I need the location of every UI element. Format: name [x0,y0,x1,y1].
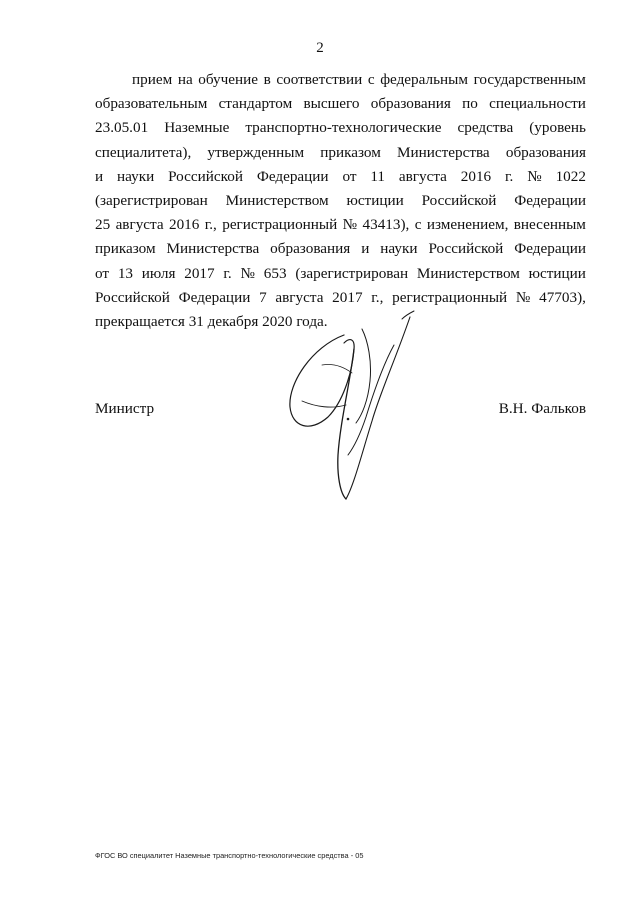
paragraph-line [95,237,586,261]
paragraph-line [95,262,586,286]
paragraph-word: августа [275,288,324,306]
paragraph-word: 47703), [539,288,586,306]
paragraph-word: № [342,216,358,234]
paragraph-word: (зарегистрирован [95,191,208,209]
signatory-name: В.Н. Фальков [498,400,586,417]
paragraph-word: 43413), [362,216,410,234]
paragraph-line [95,189,586,213]
paragraph-word: средства [457,119,514,137]
paragraph-word: изменением, [426,216,509,234]
paragraph-word: Министерством [416,264,520,282]
paragraph-word: Российской [95,288,170,306]
paragraph-word: № [527,167,542,185]
paragraph-word: (зарегистрирован [295,264,409,282]
paragraph-line [95,213,586,237]
paragraph-word: 2017 [332,288,363,306]
paragraph-word: федеральным [380,71,468,88]
paragraph-word: 25 [95,216,111,234]
paragraph-word: Российской [168,167,243,185]
paragraph-line [95,165,586,189]
paragraph-word: в [263,71,271,88]
paragraph-line [95,116,586,140]
paragraph-word: утвержденным [207,143,305,161]
paragraph-word: прием [132,71,173,88]
paragraph-word: г. [505,167,514,185]
paragraph-word: Российской [421,191,497,209]
paragraph-word: 11 [370,167,385,185]
paragraph-word: приказом [320,143,381,161]
signature-block [95,400,586,424]
paragraph-word: 13 [117,264,133,282]
paragraph-word: соответствии [276,71,363,88]
paragraph-word: 23.05.01 [95,119,149,137]
paragraph-line-last: прекращается 31 декабря 2020 года. [95,312,328,330]
paragraph-word: высшего [303,95,360,113]
paragraph-word: юстиции [346,191,404,209]
paragraph-word: внесенным [513,216,586,234]
paragraph-word: и [361,240,370,258]
paragraph-word: г. [223,264,232,282]
paragraph-word: Министерства [166,240,260,258]
paragraph-word: 2016 [168,216,200,234]
paragraph-word: № [515,288,531,306]
paragraph-word: с [367,71,375,88]
paragraph-word: Федерации [514,191,586,209]
paragraph-word: на [177,71,193,88]
page-number: 2 [316,40,324,56]
paragraph-word: г., [371,288,384,306]
paragraph-word: Наземные [164,119,230,137]
paragraph-word: Министерством [225,191,329,209]
paragraph-word: приказом [95,240,156,258]
paragraph-word: 2017 [184,264,215,282]
paragraph-word: регистрационный [392,288,508,306]
paragraph-word: августа [398,167,447,185]
paragraph-word: от [95,264,110,282]
paragraph-word: Российской [428,240,504,258]
signatory-position: Министр [95,400,155,417]
paragraph-word: и [95,167,104,185]
paragraph-word: г., [204,216,217,234]
paragraph-word: № [240,264,255,282]
paragraph-word: от [342,167,357,185]
paragraph-word: 2016 [460,167,492,185]
paragraph-word: августа [115,216,164,234]
body-paragraph [95,68,586,334]
paragraph-word: июля [141,264,176,282]
paragraph-word: образования [505,143,586,161]
paragraph-word: (уровень [529,119,586,137]
paragraph-word: транспортно-технологические [245,119,442,137]
paragraph-word: стандартом [218,95,293,113]
paragraph-word: Федерации [178,288,251,306]
paragraph-word: Министерства [396,143,490,161]
paragraph-word: образования [370,95,451,113]
footer-note: ФГОС ВО специалитет Наземные транспортно-технологические средства - 05 [95,851,364,860]
paragraph-word: по [462,95,478,113]
paragraph-word: образовательным [95,95,208,113]
paragraph-word: 653 [263,264,287,282]
paragraph-word: науки [117,167,155,185]
paragraph-word: Федерации [256,167,329,185]
paragraph-word: Федерации [514,240,586,258]
paragraph-line [95,92,586,116]
paragraph-word: государственным [473,71,586,88]
paragraph-word: 1022 [555,167,586,185]
paragraph-word: науки [380,240,418,258]
paragraph-line [95,141,586,165]
paragraph-word: юстиции [528,264,586,282]
paragraph-word: обучение [198,71,259,88]
paragraph-word: регистрационный [222,216,338,234]
paragraph-word: с [414,216,422,234]
paragraph-word: образования [270,240,351,258]
paragraph-word: 7 [259,288,267,306]
paragraph-word: специалитета), [95,143,192,161]
paragraph-word: специальности [489,95,586,113]
paragraph-line [95,68,586,92]
